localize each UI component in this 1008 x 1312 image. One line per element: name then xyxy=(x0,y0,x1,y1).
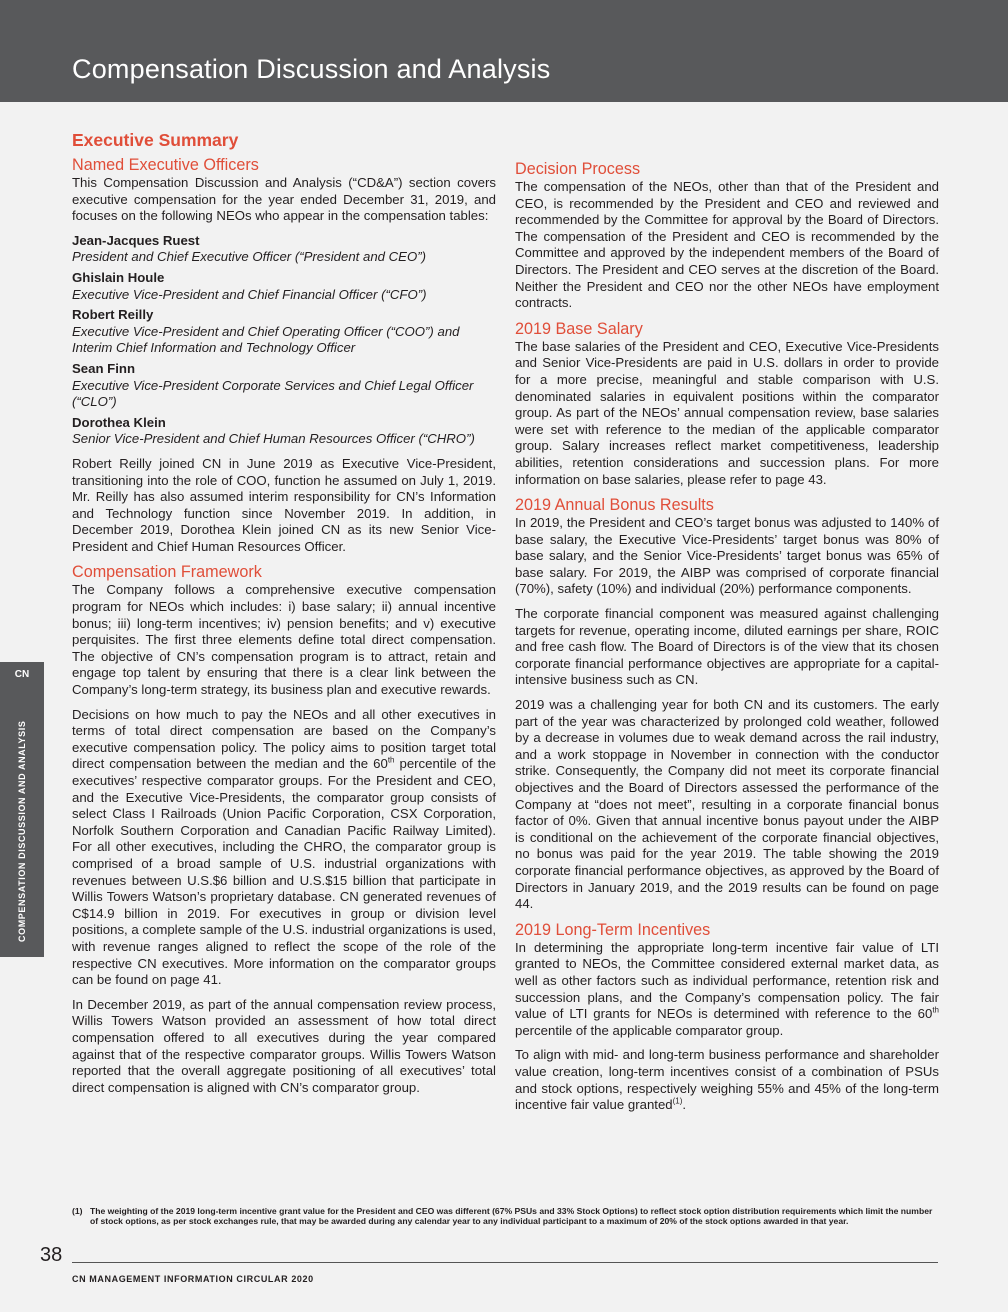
lti-paragraph-1: In determining the appropriate long-term incentive fair value of LTI granted to NEOs, the Committee considered external market data, as well as other factors such as individual performance, retention risk and succession plans, and the Company’s compensation policy. The fair value of LTI grants for NEOs is determined with reference to the 60th percentile of the applicable comparator group. xyxy=(515,939,939,1038)
cn-logo: CN xyxy=(14,669,30,680)
neo-name: Robert Reilly xyxy=(72,307,154,323)
neo-entry xyxy=(72,307,496,357)
framework-heading: Compensation Framework xyxy=(72,563,262,582)
framework-paragraph-1: The Company follows a comprehensive executive compensation program for NEOs which includes: i) base salary; ii) annual incentive bonus; iii) long-term incentives; iv) pension benefits; and v) executive perquisites. The first three elements define total direct compensation. The objective of CN’s compensation program is to attract, retain and engage top talent by ensuring that there is a clear link between the Company’s long-term strategy, its business plan and executive rewards. xyxy=(72,582,496,698)
footnote xyxy=(72,1207,938,1226)
neo-title: Executive Vice-President and Chief Operating Officer (“COO”) and Interim Chief Information and Technology Officer xyxy=(72,323,460,356)
page-header xyxy=(0,0,1008,102)
neo-intro: This Compensation Discussion and Analysis (“CD&A”) section covers executive compensation for the year ended December 31, 2019, and focuses on the following NEOs who appear in the compensation tables: xyxy=(72,175,496,224)
neo-name: Ghislain Houle xyxy=(72,269,165,285)
footer-divider xyxy=(72,1262,938,1263)
footnote-text: The weighting of the 2019 long-term incentive grant value for the President and CEO was different (67% PSUs and 33% Stock Options) to reflect stock option distribution requirements which limit the number of stock options, as per stock exchanges rule, that may be awarded during any calendar year to any individual participant to a maximum of 20% of the stock options awarded in that year. xyxy=(90,1206,933,1226)
neo-title: Executive Vice-President and Chief Financial Officer (“CFO”) xyxy=(72,286,427,302)
page-title: Compensation Discussion and Analysis xyxy=(72,54,551,84)
footnote-number: (1) xyxy=(72,1206,83,1216)
footer-label: CN MANAGEMENT INFORMATION CIRCULAR 2020 xyxy=(72,1274,314,1284)
neo-name: Jean-Jacques Ruest xyxy=(72,232,200,248)
neo-title: President and Chief Executive Officer (“President and CEO”) xyxy=(72,249,427,265)
lti-paragraph-2: To align with mid- and long-term business performance and shareholder value creation, long-term incentives consist of a combination of PSUs and stock options, respectively weighing 55% and 45% of the long-term incentive fair value granted$^{(1)}$. xyxy=(515,1047,939,1113)
neo-name: Sean Finn xyxy=(72,360,136,376)
bonus-paragraph-2: The corporate financial component was measured against challenging targets for revenue, operating income, diluted earnings per share, ROIC and free cash flow. The Board of Directors is of the view that its chosen corporate financial performance objectives are appropriate for a capital-intensive business such as CN. xyxy=(515,606,939,688)
executive-summary-heading: Executive Summary xyxy=(72,130,239,150)
neo-entry xyxy=(72,233,496,266)
decision-heading: Decision Process xyxy=(515,160,641,178)
side-tab-label: COMPENSATION DISCUSSION AND ANALYSIS xyxy=(17,720,27,942)
neo-entry xyxy=(72,361,496,411)
right-column xyxy=(515,160,939,1122)
bonus-paragraph-3: 2019 was a challenging year for both CN and its customers. The early part of the year was characterized by prolonged cold weather, followed by a decrease in volumes due to weak demand across the rail industry, and a work stoppage in November in connection with the conductor strike. Consequently, the Company did not meet its corporate financial objectives and the Board of Directors assessed the performance of the Company at “does not meet”, resulting in a corporate financial bonus factor of 0%. Given that annual incentive bonus payout under the AIBP is conditional on the achievement of the corporate financial objectives, no bonus was paid for the year 2019. The table showing the 2019 corporate financial performance objectives, as approved by the Board of Directors in January 2019, and the 2019 results can be found on page 44. xyxy=(515,697,939,912)
neo-entry xyxy=(72,415,496,448)
framework-paragraph-3: In December 2019, as part of the annual compensation review process, Willis Towers Watson provided an assessment of how total direct compensation offered to all executives during the year compared against that of the respective comparator groups. Willis Towers Watson reported that the overall aggregate positioning of all executives’ total direct compensation is aligned with CN’s comparator group. xyxy=(72,996,496,1095)
neo-title: Executive Vice-President Corporate Services and Chief Legal Officer (“CLO”) xyxy=(72,377,474,410)
salary-paragraph: The base salaries of the President and CEO, Executive Vice-Presidents and Senior Vice-Presidents are paid in U.S. dollars in order to provide for a more precise, meaningful and stable comparison with U.S. denominated salaries in equivalent positions within the comparator group. As part of the NEOs’ annual compensation review, base salaries were set with reference to the median of the applicable comparator group. Salary increases reflect market competitiveness, leadership abilities, retention considerations and succession plans. For more information on base salaries, please refer to page 43. xyxy=(515,338,939,487)
neo-name: Dorothea Klein xyxy=(72,414,166,430)
salary-heading: 2019 Base Salary xyxy=(515,319,643,338)
bonus-paragraph-1: In 2019, the President and CEO’s target bonus was adjusted to 140% of base salary, the Executive Vice-Presidents’ target bonus was 80% of base salary, and the Senior Vice-Presidents’ target bonus was 65% of base salary. For 2019, the AIBP was comprised of corporate financial (70%), safety (10%) and individual (20%) performance components. xyxy=(515,515,939,597)
neo-paragraph: Robert Reilly joined CN in June 2019 as Executive Vice-President, transitioning into the role of COO, function he assumed on July 1, 2019. Mr. Reilly has also assumed interim responsibility for CN’s Information and Technology function since November 2019. In addition, in December 2019, Dorothea Klein joined CN as its new Senior Vice-President and Chief Human Resources Officer. xyxy=(72,455,496,554)
left-column xyxy=(72,130,496,1104)
decision-paragraph: The compensation of the NEOs, other than that of the President and CEO, is recommended by the President and CEO and reviewed and recommended by the Committee for approval by the Board of Directors. The compensation of the President and CEO is recommended by the Committee and approved by the independent members of the Board of Directors. The President and CEO serves at the discretion of the Board. Neither the President and CEO nor the other NEOs have employment contracts. xyxy=(515,179,939,311)
page-number: 38 xyxy=(40,1244,63,1266)
framework-paragraph-2: Decisions on how much to pay the NEOs and all other executives in terms of total direct compensation are based on the Company’s executive compensation policy. The policy aims to position target total direct compensation between the median and the 60th percentile of the executives’ respective comparator groups. For the President and CEO, and the Executive Vice-Presidents, the comparator group consists of select Class I Railroads (Union Pacific Corporation, CSX Corporation, Norfolk Southern Corporation and Canadian Pacific Railway Limited). For all other executives, including the CHRO, the comparator group is comprised of a broad sample of U.S. industrial organizations with revenues between U.S.$6 billion and U.S.$15 billion that participate in Willis Towers Watson’s proprietary database. CN generated revenues of C$14.9 billion in 2019. For executives in group or division level positions, a complete sample of the U.S. industrial organizations is used, with revenue ranges aligned to reflect the scope of the role of the respective CN executives. More information on the comparator groups can be found on page 41. xyxy=(72,706,496,988)
bonus-heading: 2019 Annual Bonus Results xyxy=(515,496,714,515)
neo-entry xyxy=(72,270,496,303)
neo-heading: Named Executive Officers xyxy=(72,156,259,174)
lti-heading: 2019 Long-Term Incentives xyxy=(515,920,711,939)
neo-title: Senior Vice-President and Chief Human Resources Officer (“CHRO”) xyxy=(72,431,475,447)
